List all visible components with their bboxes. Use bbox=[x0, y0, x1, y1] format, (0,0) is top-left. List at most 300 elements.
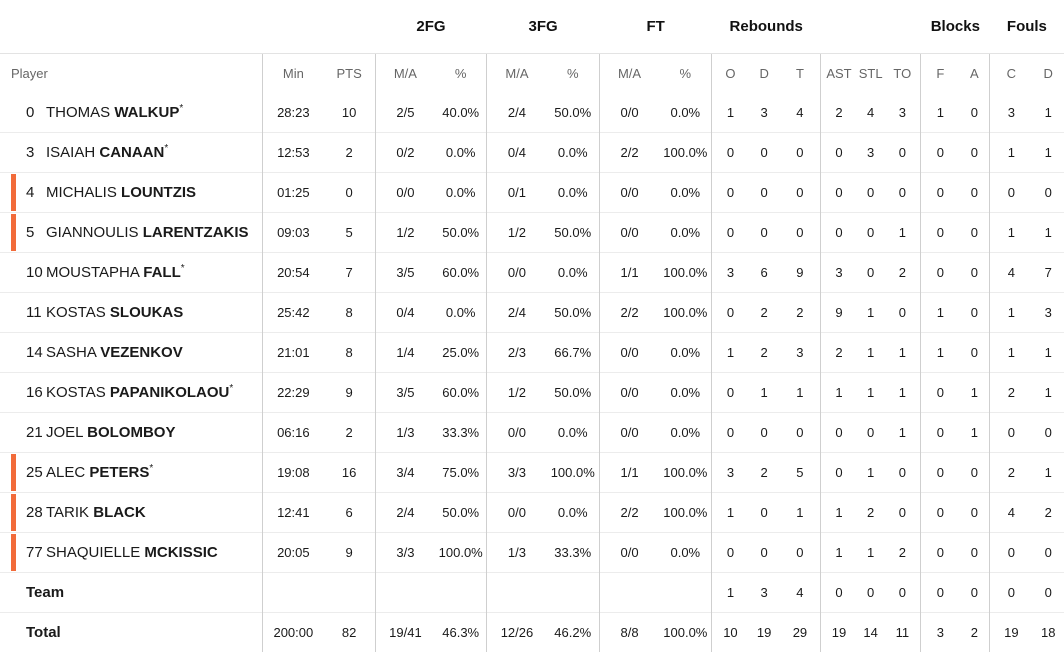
stat-cell: 46.3% bbox=[435, 613, 487, 652]
stat-cell: 1 bbox=[990, 293, 1033, 333]
table-row[interactable] bbox=[0, 173, 1064, 213]
player-last-name: LOUNTZIS bbox=[121, 184, 196, 201]
player-last-name: SLOUKAS bbox=[110, 304, 183, 321]
stat-cell: 1 bbox=[712, 93, 749, 133]
stat-cell bbox=[263, 573, 324, 613]
stat-cell: 19:08 bbox=[263, 453, 324, 493]
group-header-playmaking bbox=[820, 0, 920, 54]
stat-cell: 2 bbox=[324, 413, 376, 453]
stat-cell: 4 bbox=[857, 93, 884, 133]
table-row[interactable] bbox=[0, 93, 1064, 133]
stat-cell: 100.0% bbox=[659, 453, 712, 493]
stat-cell: 4 bbox=[990, 493, 1033, 533]
col-player[interactable]: Player bbox=[0, 54, 263, 94]
player-last-name: PAPANIKOLAOU bbox=[110, 384, 229, 401]
stat-cell: 0 bbox=[959, 253, 989, 293]
group-header-blocks: Blocks bbox=[921, 0, 990, 54]
starter-mark: * bbox=[179, 103, 183, 114]
bench-indicator-bar bbox=[11, 454, 16, 491]
stat-cell bbox=[599, 573, 659, 613]
stat-cell: 1 bbox=[1032, 453, 1064, 493]
stat-cell: 06:16 bbox=[263, 413, 324, 453]
stat-cell: 100.0% bbox=[659, 133, 712, 173]
stat-cell: 0.0% bbox=[435, 293, 487, 333]
stat-cell: 2 bbox=[884, 533, 921, 573]
col-pts[interactable]: PTS bbox=[324, 54, 376, 94]
stat-cell: 1 bbox=[921, 293, 960, 333]
stat-cell: 1 bbox=[959, 373, 989, 413]
stat-cell: 1 bbox=[1032, 133, 1064, 173]
stat-cell: 1/1 bbox=[599, 253, 659, 293]
player-number: 77 bbox=[26, 544, 46, 561]
stat-cell: 1 bbox=[884, 213, 921, 253]
stat-cell: 0.0% bbox=[659, 93, 712, 133]
stat-cell: 1/3 bbox=[487, 533, 547, 573]
player-last-name: CANAAN bbox=[99, 144, 164, 161]
stat-cell: 0 bbox=[780, 533, 821, 573]
player-last-name: BOLOMBOY bbox=[87, 424, 175, 441]
stat-cell: 0 bbox=[990, 573, 1033, 613]
stat-cell: 09:03 bbox=[263, 213, 324, 253]
bench-indicator-bar bbox=[11, 214, 16, 251]
stat-cell: 1 bbox=[712, 573, 749, 613]
table-row[interactable] bbox=[0, 213, 1064, 253]
col-to[interactable]: TO bbox=[884, 54, 921, 94]
stat-cell: 0.0% bbox=[659, 213, 712, 253]
stat-cell: 16 bbox=[324, 453, 376, 493]
stat-cell: 2 bbox=[820, 333, 857, 373]
player-first-name: SASHA bbox=[46, 344, 96, 361]
stat-cell: 0 bbox=[959, 93, 989, 133]
stat-cell: 3 bbox=[857, 133, 884, 173]
player-cell[interactable] bbox=[0, 253, 263, 293]
stat-cell: 1 bbox=[959, 413, 989, 453]
stat-cell: 2/2 bbox=[599, 493, 659, 533]
stat-cell: 60.0% bbox=[435, 373, 487, 413]
player-number: 0 bbox=[26, 104, 46, 121]
player-cell[interactable] bbox=[0, 533, 263, 573]
starter-mark: * bbox=[229, 383, 233, 394]
stat-cell: 2 bbox=[748, 293, 779, 333]
stat-cell: 75.0% bbox=[435, 453, 487, 493]
stat-cell: 9 bbox=[780, 253, 821, 293]
stat-cell: 21:01 bbox=[263, 333, 324, 373]
stat-cell: 18 bbox=[1032, 613, 1064, 652]
stat-cell: 0 bbox=[820, 173, 857, 213]
stat-cell: 6 bbox=[748, 253, 779, 293]
stat-cell: 2/3 bbox=[487, 333, 547, 373]
stat-cell: 4 bbox=[990, 253, 1033, 293]
stat-cell: 2 bbox=[748, 453, 779, 493]
stat-cell: 1/2 bbox=[375, 213, 435, 253]
stat-cell: 33.3% bbox=[435, 413, 487, 453]
stat-cell: 5 bbox=[324, 213, 376, 253]
stat-cell: 100.0% bbox=[659, 493, 712, 533]
player-rows bbox=[0, 93, 1064, 652]
stat-cell: 3/4 bbox=[375, 453, 435, 493]
stat-cell: 1/3 bbox=[375, 413, 435, 453]
stat-cell: 0 bbox=[748, 213, 779, 253]
stat-cell: 19 bbox=[820, 613, 857, 652]
player-cell[interactable] bbox=[0, 213, 263, 253]
stat-cell: 0 bbox=[712, 213, 749, 253]
stat-cell: 0 bbox=[820, 213, 857, 253]
stat-cell: 0 bbox=[748, 533, 779, 573]
stat-cell: 12:53 bbox=[263, 133, 324, 173]
player-number: 3 bbox=[26, 144, 46, 161]
stat-cell: 2/2 bbox=[599, 293, 659, 333]
col-2fg-ma[interactable]: M/A bbox=[375, 54, 435, 94]
table-row[interactable] bbox=[0, 133, 1064, 173]
stat-cell: 3/5 bbox=[375, 373, 435, 413]
stat-cell: 1 bbox=[1032, 213, 1064, 253]
stat-cell: 0/0 bbox=[599, 533, 659, 573]
stat-cell: 0 bbox=[884, 573, 921, 613]
stat-cell: 5 bbox=[780, 453, 821, 493]
stat-cell: 0 bbox=[712, 133, 749, 173]
stat-cell: 0 bbox=[921, 213, 960, 253]
stat-cell: 7 bbox=[1032, 253, 1064, 293]
stat-cell: 0 bbox=[857, 573, 884, 613]
stat-cell: 0 bbox=[921, 373, 960, 413]
col-stl[interactable]: STL bbox=[857, 54, 884, 94]
player-first-name: THOMAS bbox=[46, 104, 110, 121]
stat-cell: 0.0% bbox=[435, 173, 487, 213]
player-last-name: MCKISSIC bbox=[144, 544, 217, 561]
stat-cell: 0 bbox=[921, 533, 960, 573]
stat-cell: 100.0% bbox=[435, 533, 487, 573]
stat-cell: 3/3 bbox=[375, 533, 435, 573]
stat-cell: 0.0% bbox=[547, 493, 600, 533]
stat-cell: 4 bbox=[780, 93, 821, 133]
stat-cell: 9 bbox=[324, 373, 376, 413]
stat-cell: 0/4 bbox=[375, 293, 435, 333]
starter-mark: * bbox=[164, 143, 168, 154]
stat-cell: 1 bbox=[712, 493, 749, 533]
stat-cell: 0 bbox=[780, 413, 821, 453]
player-first-name: GIANNOULIS bbox=[46, 224, 139, 241]
stat-cell: 100.0% bbox=[659, 253, 712, 293]
table-row[interactable] bbox=[0, 453, 1064, 493]
stat-cell: 0 bbox=[959, 173, 989, 213]
stat-cell: 12:41 bbox=[263, 493, 324, 533]
stat-cell: 0 bbox=[921, 413, 960, 453]
player-cell[interactable] bbox=[0, 453, 263, 493]
stat-cell: 9 bbox=[324, 533, 376, 573]
stat-cell bbox=[435, 573, 487, 613]
stat-cell: 1 bbox=[884, 413, 921, 453]
stat-cell: 0 bbox=[990, 413, 1033, 453]
group-header-2fg: 2FG bbox=[375, 0, 487, 54]
stat-cell: 0/2 bbox=[375, 133, 435, 173]
stat-cell: 0 bbox=[921, 573, 960, 613]
player-cell[interactable] bbox=[0, 293, 263, 333]
stat-cell: 14 bbox=[857, 613, 884, 652]
stat-cell: 0 bbox=[1032, 173, 1064, 213]
bench-indicator-bar bbox=[11, 174, 16, 211]
player-first-name: KOSTAS bbox=[46, 384, 106, 401]
stat-cell: 1 bbox=[884, 373, 921, 413]
table-row[interactable] bbox=[0, 373, 1064, 413]
player-number: 14 bbox=[26, 344, 46, 361]
stat-cell: 1 bbox=[857, 453, 884, 493]
stat-cell: 3 bbox=[1032, 293, 1064, 333]
stat-cell: 0.0% bbox=[547, 413, 600, 453]
stat-cell: 7 bbox=[324, 253, 376, 293]
stat-cell: 0/0 bbox=[487, 493, 547, 533]
stat-cell: 19 bbox=[748, 613, 779, 652]
stat-cell: 0 bbox=[959, 533, 989, 573]
stat-cell: 1 bbox=[857, 373, 884, 413]
stat-cell: 50.0% bbox=[435, 213, 487, 253]
stat-cell: 2 bbox=[820, 93, 857, 133]
stat-cell: 12/26 bbox=[487, 613, 547, 652]
player-number: 28 bbox=[26, 504, 46, 521]
stat-cell: 11 bbox=[884, 613, 921, 652]
stat-cell: 0.0% bbox=[659, 173, 712, 213]
stat-cell: 33.3% bbox=[547, 533, 600, 573]
table-row[interactable] bbox=[0, 533, 1064, 573]
stat-cell: 0 bbox=[857, 413, 884, 453]
stat-cell: 2 bbox=[780, 293, 821, 333]
stat-cell: 8/8 bbox=[599, 613, 659, 652]
stat-cell: 0.0% bbox=[659, 333, 712, 373]
stat-cell: 10 bbox=[712, 613, 749, 652]
stat-cell: 0 bbox=[780, 213, 821, 253]
stat-cell: 2 bbox=[990, 373, 1033, 413]
stat-cell: 1 bbox=[1032, 93, 1064, 133]
stat-cell: 0 bbox=[1032, 533, 1064, 573]
stat-cell: 0 bbox=[712, 373, 749, 413]
stat-cell: 1 bbox=[884, 333, 921, 373]
col-reb-o[interactable]: O bbox=[712, 54, 749, 94]
col-ft-pct[interactable]: % bbox=[659, 54, 712, 94]
player-first-name: ALEC bbox=[46, 464, 85, 481]
col-3fg-pct[interactable]: % bbox=[547, 54, 600, 94]
player-last-name: LARENTZAKIS bbox=[143, 224, 249, 241]
group-header-row bbox=[0, 0, 1064, 54]
stat-cell: 0 bbox=[324, 173, 376, 213]
player-cell[interactable] bbox=[0, 413, 263, 453]
team-row bbox=[0, 573, 1064, 613]
starter-mark: * bbox=[149, 463, 153, 474]
table-row[interactable] bbox=[0, 253, 1064, 293]
stat-cell: 0 bbox=[820, 413, 857, 453]
stat-cell bbox=[324, 573, 376, 613]
stat-cell bbox=[659, 573, 712, 613]
stat-cell: 3 bbox=[780, 333, 821, 373]
col-blk-a[interactable]: A bbox=[959, 54, 989, 94]
stat-cell: 0 bbox=[820, 133, 857, 173]
stat-cell: 0 bbox=[712, 533, 749, 573]
table-row[interactable] bbox=[0, 413, 1064, 453]
stat-cell: 0 bbox=[748, 413, 779, 453]
starter-mark: * bbox=[181, 263, 185, 274]
stat-cell: 1 bbox=[857, 293, 884, 333]
stat-cell: 50.0% bbox=[435, 493, 487, 533]
stat-cell: 0 bbox=[712, 173, 749, 213]
stat-cell: 1/2 bbox=[487, 373, 547, 413]
stat-cell: 29 bbox=[780, 613, 821, 652]
stat-cell: 3 bbox=[921, 613, 960, 652]
stat-cell: 0.0% bbox=[547, 133, 600, 173]
col-reb-t[interactable]: T bbox=[780, 54, 821, 94]
stat-cell: 3 bbox=[748, 93, 779, 133]
stat-cell: 1 bbox=[1032, 333, 1064, 373]
col-3fg-ma[interactable]: M/A bbox=[487, 54, 547, 94]
stat-cell: 0/4 bbox=[487, 133, 547, 173]
stat-cell bbox=[487, 573, 547, 613]
player-cell[interactable] bbox=[0, 333, 263, 373]
stat-cell: 0 bbox=[820, 453, 857, 493]
stat-cell: 100.0% bbox=[659, 613, 712, 652]
player-first-name: MICHALIS bbox=[46, 184, 117, 201]
stat-cell: 1 bbox=[990, 333, 1033, 373]
stat-cell: 0 bbox=[921, 453, 960, 493]
stat-cell: 3 bbox=[990, 93, 1033, 133]
player-first-name: TARIK bbox=[46, 504, 89, 521]
stat-cell: 0/0 bbox=[487, 253, 547, 293]
stat-cell: 3 bbox=[712, 253, 749, 293]
stat-cell: 1/4 bbox=[375, 333, 435, 373]
stat-cell: 0/0 bbox=[599, 93, 659, 133]
stat-cell: 50.0% bbox=[547, 213, 600, 253]
stat-cell: 2/2 bbox=[599, 133, 659, 173]
stat-cell: 0 bbox=[959, 133, 989, 173]
player-first-name: SHAQUIELLE bbox=[46, 544, 140, 561]
stat-cell: 4 bbox=[780, 573, 821, 613]
stat-cell: 3 bbox=[884, 93, 921, 133]
col-reb-d[interactable]: D bbox=[748, 54, 779, 94]
player-last-name: WALKUP bbox=[114, 104, 179, 121]
stat-cell: 0 bbox=[959, 453, 989, 493]
player-last-name: FALL bbox=[143, 264, 181, 281]
stat-cell: 1 bbox=[990, 133, 1033, 173]
stat-cell: 20:05 bbox=[263, 533, 324, 573]
player-cell[interactable] bbox=[0, 93, 263, 133]
stat-cell: 2/4 bbox=[487, 93, 547, 133]
stat-cell: 22:29 bbox=[263, 373, 324, 413]
stat-cell: 3 bbox=[712, 453, 749, 493]
stat-cell: 0 bbox=[990, 533, 1033, 573]
stat-cell: 100.0% bbox=[659, 293, 712, 333]
player-cell[interactable] bbox=[0, 373, 263, 413]
stat-cell: 0/0 bbox=[599, 373, 659, 413]
player-cell[interactable] bbox=[0, 493, 263, 533]
player-number: 25 bbox=[26, 464, 46, 481]
stat-cell: 2 bbox=[959, 613, 989, 652]
stat-cell: 200:00 bbox=[263, 613, 324, 652]
player-number: 4 bbox=[26, 184, 46, 201]
group-header-rebounds: Rebounds bbox=[712, 0, 821, 54]
stat-cell: 2 bbox=[748, 333, 779, 373]
stat-cell: 0.0% bbox=[659, 413, 712, 453]
stat-cell: 0 bbox=[748, 133, 779, 173]
player-cell[interactable] bbox=[0, 173, 263, 213]
stat-cell: 0 bbox=[820, 573, 857, 613]
stat-cell: 46.2% bbox=[547, 613, 600, 652]
stat-cell: 0/1 bbox=[487, 173, 547, 213]
stat-cell: 66.7% bbox=[547, 333, 600, 373]
stat-cell: 1 bbox=[820, 493, 857, 533]
stat-cell: 0 bbox=[712, 293, 749, 333]
table-row[interactable] bbox=[0, 333, 1064, 373]
stat-cell: 0 bbox=[921, 493, 960, 533]
stat-cell: 1 bbox=[857, 333, 884, 373]
stat-cell: 0 bbox=[780, 133, 821, 173]
stat-cell: 2 bbox=[990, 453, 1033, 493]
stat-cell: 0 bbox=[990, 173, 1033, 213]
player-last-name: PETERS bbox=[89, 464, 149, 481]
stat-cell: 2/4 bbox=[487, 293, 547, 333]
stat-cell: 50.0% bbox=[547, 373, 600, 413]
player-first-name: MOUSTAPHA bbox=[46, 264, 139, 281]
stat-cell: 1 bbox=[748, 373, 779, 413]
stat-cell: 0.0% bbox=[435, 133, 487, 173]
stat-cell bbox=[547, 573, 600, 613]
bench-indicator-bar bbox=[11, 534, 16, 571]
player-last-name: BLACK bbox=[93, 504, 146, 521]
col-ft-ma[interactable]: M/A bbox=[599, 54, 659, 94]
stat-cell: 50.0% bbox=[547, 293, 600, 333]
stat-cell: 60.0% bbox=[435, 253, 487, 293]
stat-cell: 0 bbox=[857, 173, 884, 213]
player-first-name: ISAIAH bbox=[46, 144, 95, 161]
stat-cell: 1 bbox=[820, 533, 857, 573]
stat-cell: 40.0% bbox=[435, 93, 487, 133]
stat-cell: 0 bbox=[884, 453, 921, 493]
stat-cell: 1 bbox=[857, 533, 884, 573]
stat-cell: 50.0% bbox=[547, 93, 600, 133]
col-min[interactable]: Min bbox=[263, 54, 324, 94]
stat-cell: 0 bbox=[748, 493, 779, 533]
col-2fg-pct[interactable]: % bbox=[435, 54, 487, 94]
stat-cell: 3 bbox=[820, 253, 857, 293]
stat-cell: 0/0 bbox=[599, 333, 659, 373]
stat-cell: 1 bbox=[820, 373, 857, 413]
table-row[interactable] bbox=[0, 293, 1064, 333]
team-row-label: Team bbox=[0, 573, 263, 613]
stat-cell: 1 bbox=[921, 333, 960, 373]
col-foul-c[interactable]: C bbox=[990, 54, 1033, 94]
stat-cell: 8 bbox=[324, 293, 376, 333]
col-blk-f[interactable]: F bbox=[921, 54, 960, 94]
player-cell[interactable] bbox=[0, 133, 263, 173]
stat-cell: 2/4 bbox=[375, 493, 435, 533]
stat-cell: 1 bbox=[921, 93, 960, 133]
stat-cell: 0 bbox=[857, 213, 884, 253]
stat-cell: 0.0% bbox=[659, 533, 712, 573]
stat-cell: 1 bbox=[712, 333, 749, 373]
stat-cell: 3/5 bbox=[375, 253, 435, 293]
player-last-name: VEZENKOV bbox=[100, 344, 183, 361]
stat-cell: 0 bbox=[921, 173, 960, 213]
stat-cell: 9 bbox=[820, 293, 857, 333]
player-number: 21 bbox=[26, 424, 46, 441]
group-header-ft: FT bbox=[599, 0, 712, 54]
stat-cell: 19/41 bbox=[375, 613, 435, 652]
stat-cell: 0.0% bbox=[547, 253, 600, 293]
stat-cell: 1 bbox=[780, 373, 821, 413]
stat-cell: 82 bbox=[324, 613, 376, 652]
col-ast[interactable]: AST bbox=[820, 54, 857, 94]
table-row[interactable] bbox=[0, 493, 1064, 533]
stat-cell: 1/1 bbox=[599, 453, 659, 493]
col-foul-d[interactable]: D bbox=[1032, 54, 1064, 94]
stat-cell: 0 bbox=[1032, 413, 1064, 453]
stat-cell: 0.0% bbox=[659, 373, 712, 413]
stat-cell: 6 bbox=[324, 493, 376, 533]
